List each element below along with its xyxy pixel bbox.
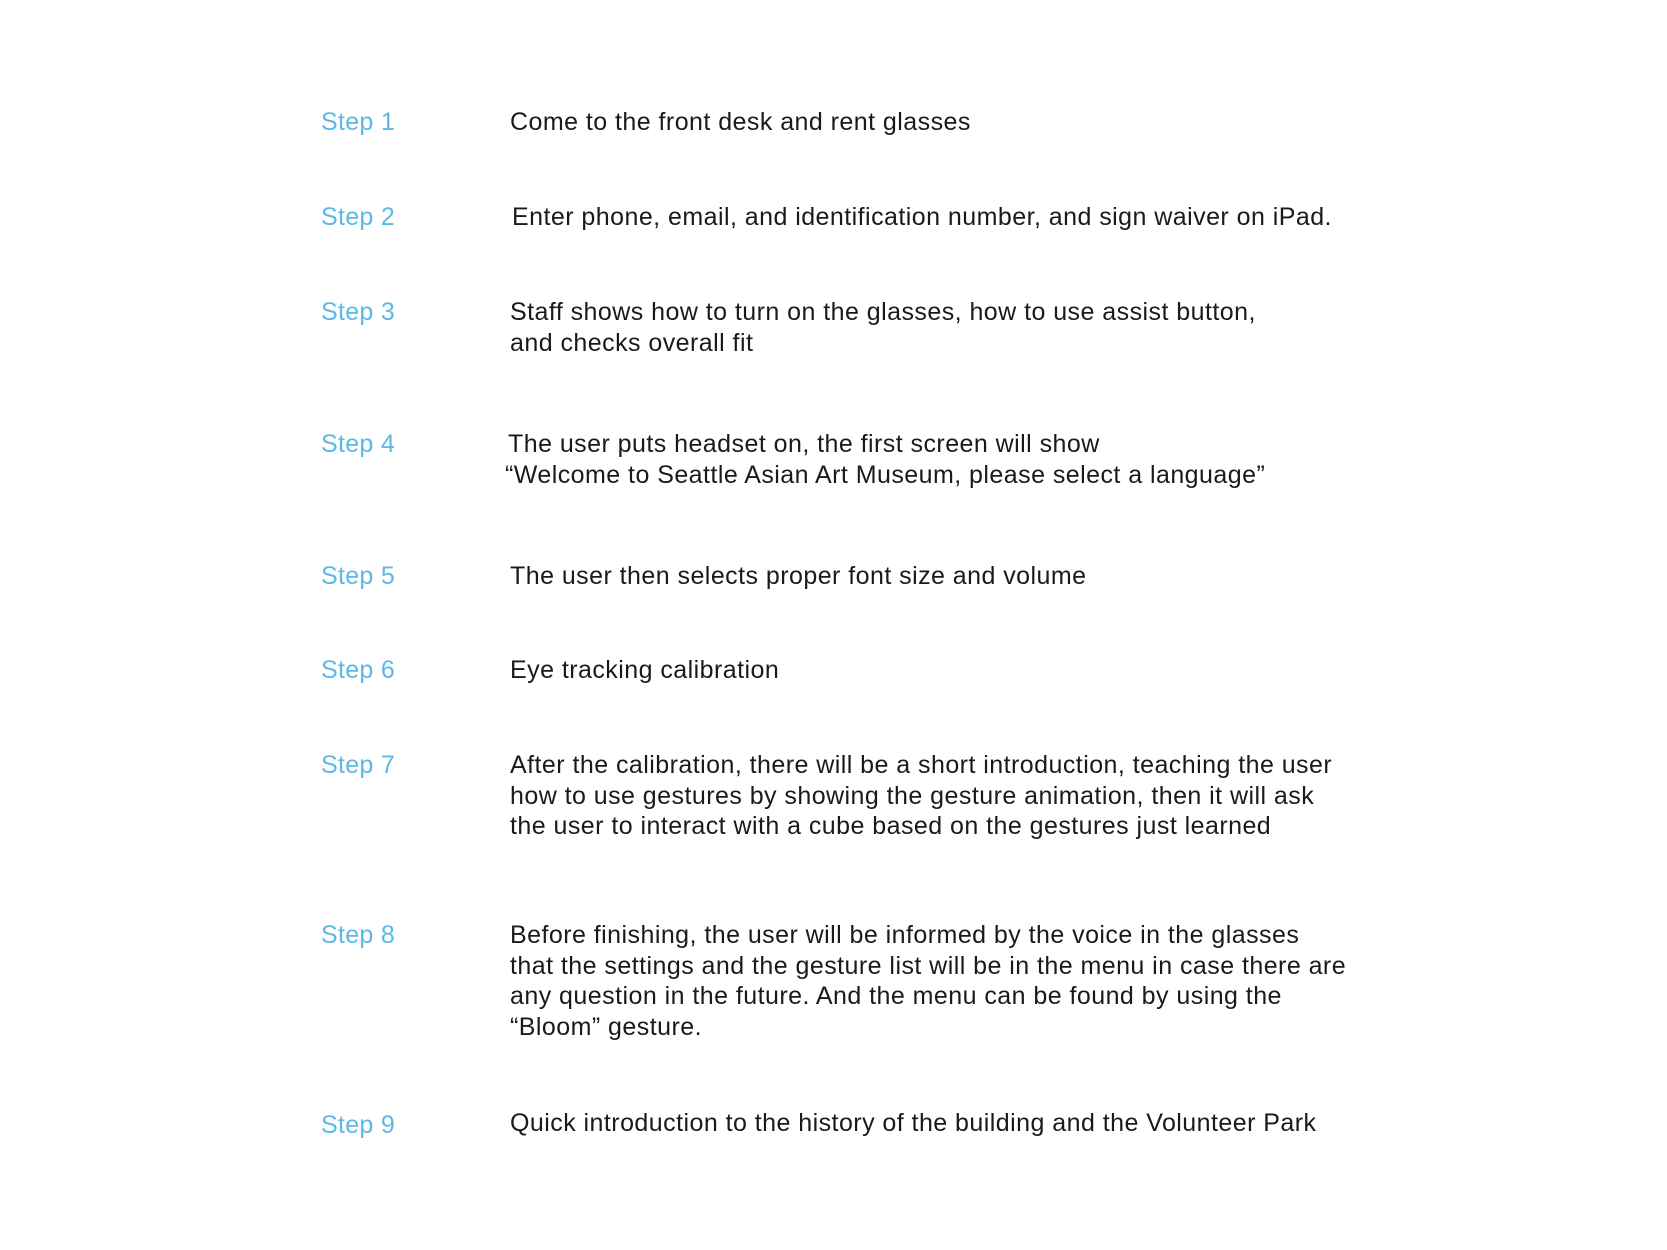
- step-description: [510, 920, 1346, 1042]
- step-description-line: and checks overall fit: [510, 328, 754, 357]
- step-description-line: Come to the front desk and rent glasses: [510, 108, 971, 136]
- step-label: Step 6: [321, 656, 396, 684]
- step-description-line: that the settings and the gesture list will be in the menu in case there are: [510, 951, 1347, 980]
- step-description: [510, 297, 1256, 358]
- step-description: [512, 202, 1332, 233]
- step-label: Step 7: [321, 751, 396, 779]
- step-label: Step 4: [321, 430, 396, 458]
- step-description-line: The user puts headset on, the first screen will show: [508, 430, 1100, 458]
- step-description-line: Eye tracking calibration: [510, 656, 780, 684]
- step-description-line: “Welcome to Seattle Asian Art Museum, please select a language”: [505, 460, 1266, 489]
- step-description-line: how to use gestures by showing the gesture animation, then it will ask: [510, 781, 1315, 810]
- step-description: [510, 1108, 1316, 1139]
- step-description: [510, 655, 779, 686]
- step-description-line: Staff shows how to turn on the glasses, how to use assist button,: [510, 298, 1256, 326]
- step-label: Step 9: [321, 1111, 396, 1139]
- step-label: Step 8: [321, 921, 396, 949]
- step-description-line: The user then selects proper font size and volume: [510, 562, 1087, 590]
- step-description-line: Quick introduction to the history of the building and the Volunteer Park: [510, 1109, 1317, 1137]
- step-label: Step 1: [321, 108, 396, 136]
- step-label: Step 5: [321, 562, 396, 590]
- step-description-line: After the calibration, there will be a short introduction, teaching the user: [510, 751, 1333, 779]
- step-label: Step 2: [321, 203, 396, 231]
- step-description-line: “Bloom” gesture.: [510, 1012, 702, 1041]
- step-description-line: any question in the future. And the menu can be found by using the: [510, 982, 1282, 1010]
- step-description: [510, 107, 971, 138]
- step-description-line: the user to interact with a cube based on the gestures just learned: [510, 812, 1272, 840]
- step-description: [505, 429, 1265, 490]
- step-description: [510, 750, 1332, 842]
- step-description: [510, 561, 1087, 592]
- step-description-line: Enter phone, email, and identification number, and sign waiver on iPad.: [512, 203, 1332, 231]
- step-description-line: Before finishing, the user will be informed by the voice in the glasses: [510, 921, 1300, 949]
- step-label: Step 3: [321, 298, 396, 326]
